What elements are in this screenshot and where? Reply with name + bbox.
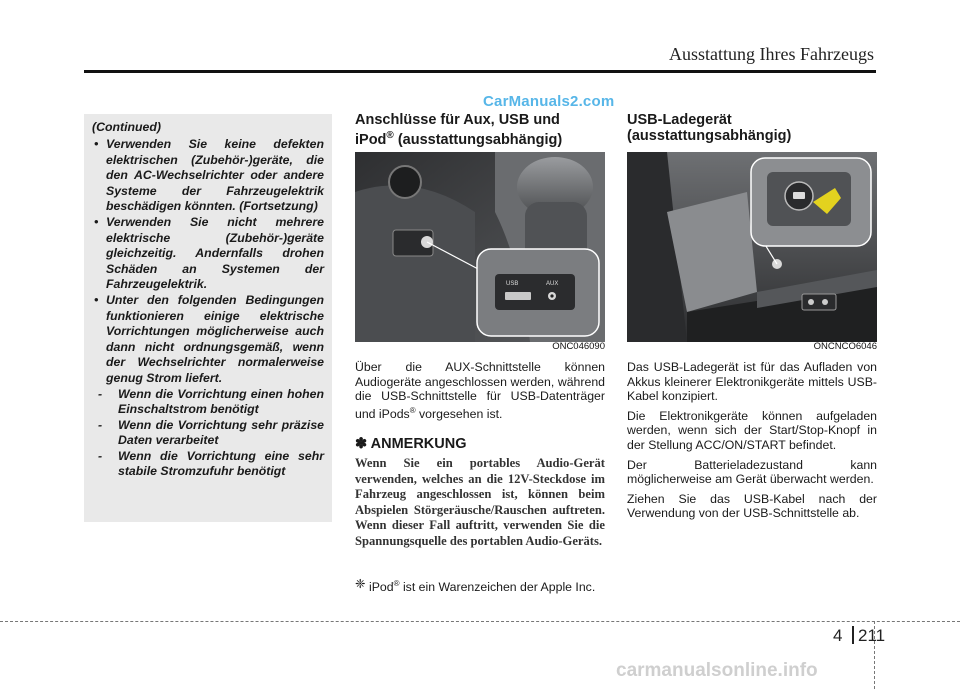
image-caption-aux: ONC046090	[552, 341, 605, 352]
usb-charger-photo	[627, 152, 877, 342]
aux-usb-photo	[355, 152, 605, 342]
heading-ipod: iPod	[355, 131, 387, 148]
bullet-item: • Unter den folgenden Bedingungen funktionieren einige elektrische Vorrichtungen möglicherweise auch dann nicht ordnungsgemäß, wenn der Wechselrichter normalerweise genug Strom liefert.	[94, 293, 324, 385]
cargo-area-illustration	[627, 152, 877, 342]
section-heading-usb-charger	[627, 112, 879, 144]
section-heading-aux-usb	[355, 112, 607, 148]
caution-continued-box	[84, 114, 332, 522]
trademark-note	[355, 577, 605, 595]
continued-label: (Continued)	[92, 120, 161, 134]
registered-mark: ®	[393, 579, 400, 588]
usb-paragraph: Der Batterieladezustand kann möglicherweise am Gerät überwacht werden.	[627, 457, 877, 487]
aux-paragraph-text: Über die AUX-Schnittstelle können Audiogeräte angeschlossen werden, während die USB-Schnittstelle für USB-Datenträger und iPods	[355, 360, 605, 421]
header-rule	[84, 70, 876, 73]
usb-paragraph: Das USB-Ladegerät ist für das Aufladen von Akkus kleinerer Elektronikgeräte mittels USB-Kabel konzipiert.	[627, 360, 877, 404]
console-illustration	[355, 152, 605, 342]
bullet-text: Verwenden Sie nicht mehrere elektrische (Zubehör-)geräte gleichzeitig. Andernfalls drohen Schäden an Systemen der Fahrzeugelektrik.	[106, 215, 324, 292]
bullet-item: • Verwenden Sie nicht mehrere elektrische (Zubehör-)geräte gleichzeitig. Andernfalls drohen Schäden an Systemen der Fahrzeugelektrik.	[94, 215, 324, 292]
trademark-text: ist ein Warenzeichen der Apple Inc.	[399, 580, 596, 595]
aux-paragraph-end: vorgesehen ist.	[415, 406, 503, 421]
sub-item: - Wenn die Vorrichtung sehr präzise Daten verarbeitet	[98, 417, 324, 448]
aux-port-label: AUX	[546, 281, 559, 287]
sub-item-text: Wenn die Vorrichtung sehr präzise Daten verarbeitet	[118, 417, 324, 448]
heading-line-rest: (ausstattungsabhängig)	[393, 131, 563, 148]
usb-paragraph: Ziehen Sie das USB-Kabel nach der Verwendung von der USB-Schnittstelle ab.	[627, 491, 877, 521]
note-text: Wenn Sie ein portables Audio-Gerät verwenden, welches an die 12V-Steckdose im Fahrzeug angeschlossen ist, können beim Abspielen Störgeräusche/Rauschen auftreten. Wenn dieser Fall auftritt, verwenden Sie die Spannungsquelle des portablen Audio-Geräts.	[355, 456, 605, 548]
heading-line: USB-Ladegerät	[627, 112, 732, 128]
sub-item: - Wenn die Vorrichtung eine sehr stabile Stromzufuhr benötigt	[98, 448, 324, 478]
page-number-separator	[852, 626, 854, 644]
page-header-title: Ausstattung Ihres Fahrzeugs	[669, 44, 874, 64]
aux-description	[355, 360, 605, 426]
footer-dashed-rule	[0, 621, 960, 622]
usb-port-label: USB	[506, 281, 519, 287]
heading-line: Anschlüsse für Aux, USB und	[355, 112, 560, 128]
chapter-number: 4	[833, 626, 843, 645]
page-number: 211	[858, 626, 886, 645]
bullet-text: Verwenden Sie keine defekten elektrischen (Zubehör-)geräte, die den AC-Wechselrichter oder andere Systeme der Fahrzeugelektrik beschädigen könnten. (Fortsetzung)	[106, 137, 324, 214]
bullet-item: • Verwenden Sie keine defekten elektrischen (Zubehör-)geräte, die den AC-Wechselrichter oder andere Systeme der Fahrzeugelektrik beschädigen könnten. (Fortsetzung)	[94, 137, 324, 214]
registered-mark: ®	[409, 405, 416, 415]
trademark-symbol: ❈	[355, 577, 366, 591]
image-caption-usb: ONCNCO6046	[813, 341, 877, 352]
sub-item: - Wenn die Vorrichtung einen hohen Einschaltstrom benötigt	[98, 386, 324, 417]
trademark-ipod: iPod	[369, 580, 394, 595]
note-heading: ✽ ANMERKUNG	[355, 436, 467, 452]
registered-mark: ®	[386, 130, 394, 141]
bullet-text: Unter den folgenden Bedingungen funktionieren einige elektrische Vorrichtungen möglicherweise auch dann nicht ordnungsgemäß, wenn der Wechselrichter normalerweise genug Strom liefert.	[106, 293, 324, 385]
watermark-top: CarManuals2.com	[483, 93, 615, 110]
sub-item-text: Wenn die Vorrichtung einen hohen Einschaltstrom benötigt	[118, 386, 324, 417]
usb-paragraph: Die Elektronikgeräte können aufgeladen werden, wenn sich der Start/Stop-Knopf in der Stellung ACC/ON/START befindet.	[627, 408, 877, 452]
sub-item-text: Wenn die Vorrichtung eine sehr stabile Stromzufuhr benötigt	[118, 448, 324, 478]
watermark-bottom: carmanualsonline.info	[616, 660, 818, 681]
heading-line: (ausstattungsabhängig)	[627, 128, 792, 144]
usb-charger-description	[627, 360, 877, 526]
